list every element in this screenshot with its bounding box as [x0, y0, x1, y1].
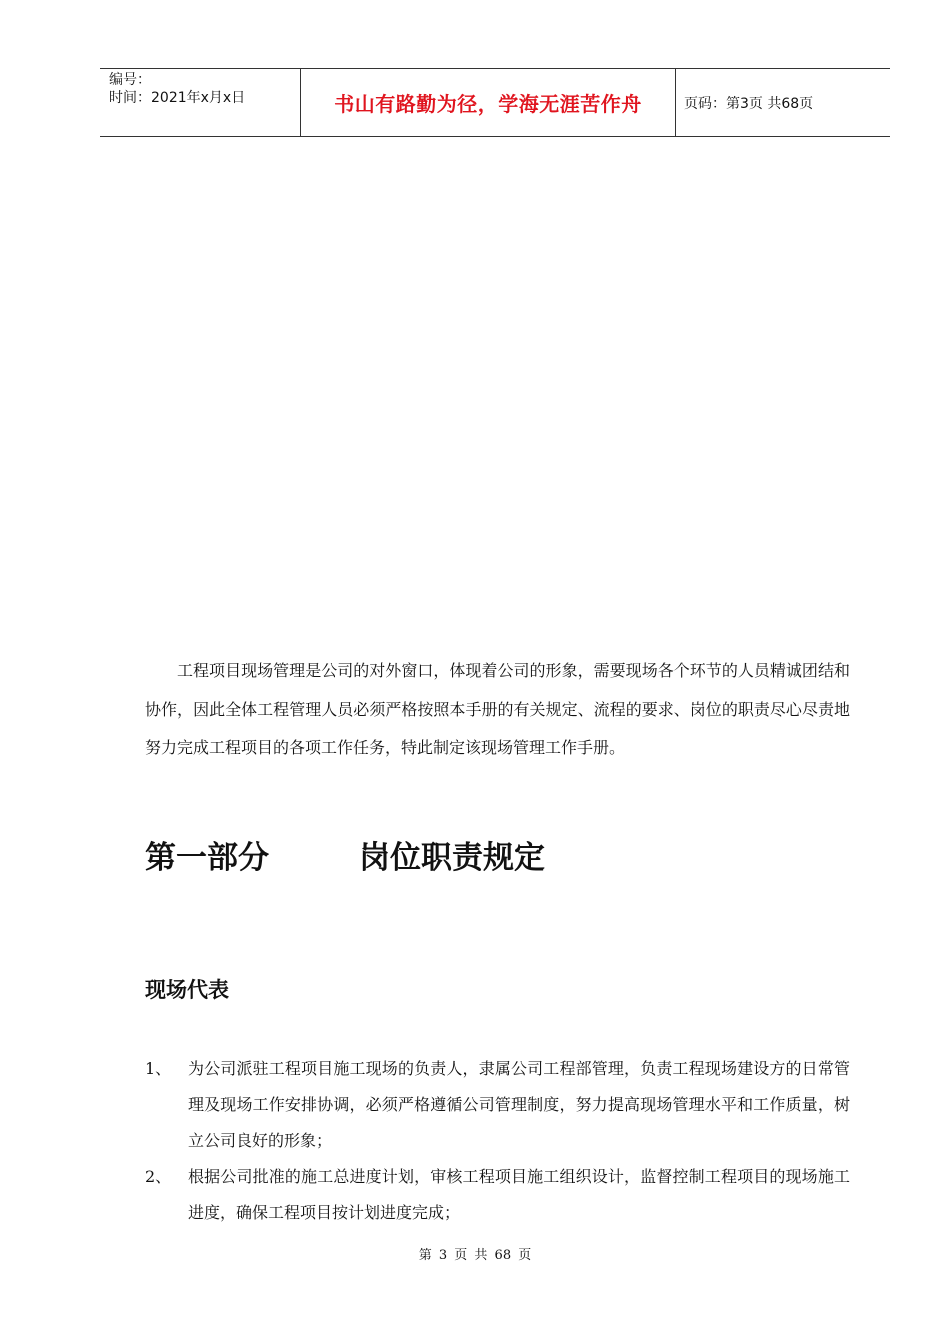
header-meta — [100, 69, 301, 136]
part-number: 第一部分 — [145, 840, 269, 876]
list-item-text: 为公司派驻工程项目施工现场的负责人，隶属公司工程部管理，负责工程现场建设方的日常管理及现场工作安排协调，必须严格遵循公司管理制度，努力提高现场管理水平和工作质量，树立公司良好的形象； — [188, 1059, 850, 1150]
list-item — [145, 1159, 850, 1231]
duty-list — [145, 1051, 850, 1231]
header-page-info: 页码：第3页 共68页 — [684, 95, 814, 112]
list-item — [145, 1051, 850, 1159]
list-item-text: 根据公司批准的施工总进度计划，审核工程项目施工组织设计，监督控制工程项目的现场施工进度，确保工程项目按计划进度完成； — [188, 1167, 850, 1222]
section-heading: 现场代表 — [145, 978, 229, 1002]
part-title: 岗位职责规定 — [359, 840, 545, 876]
part-heading — [145, 834, 545, 882]
intro-paragraph: 工程项目现场管理是公司的对外窗口，体现着公司的形象，需要现场各个环节的人员精诚团结和协作，因此全体工程管理人员必须严格按照本手册的有关规定、流程的要求、岗位的职责尽心尽责地努力完成工程项目的各项工作任务，特此制定该现场管理工作手册。 — [145, 661, 850, 757]
header-motto: 书山有路勤为径，学海无涯苦作舟 — [301, 69, 676, 136]
list-item-number: 1、 — [145, 1059, 172, 1078]
page-footer: 第 3 页 共 68 页 — [418, 1248, 532, 1263]
document-date: 时间：2021年x月x日 — [109, 90, 246, 106]
page-header — [100, 68, 890, 137]
list-item-number: 2、 — [145, 1167, 172, 1186]
document-number-label: 编号： — [109, 72, 151, 88]
